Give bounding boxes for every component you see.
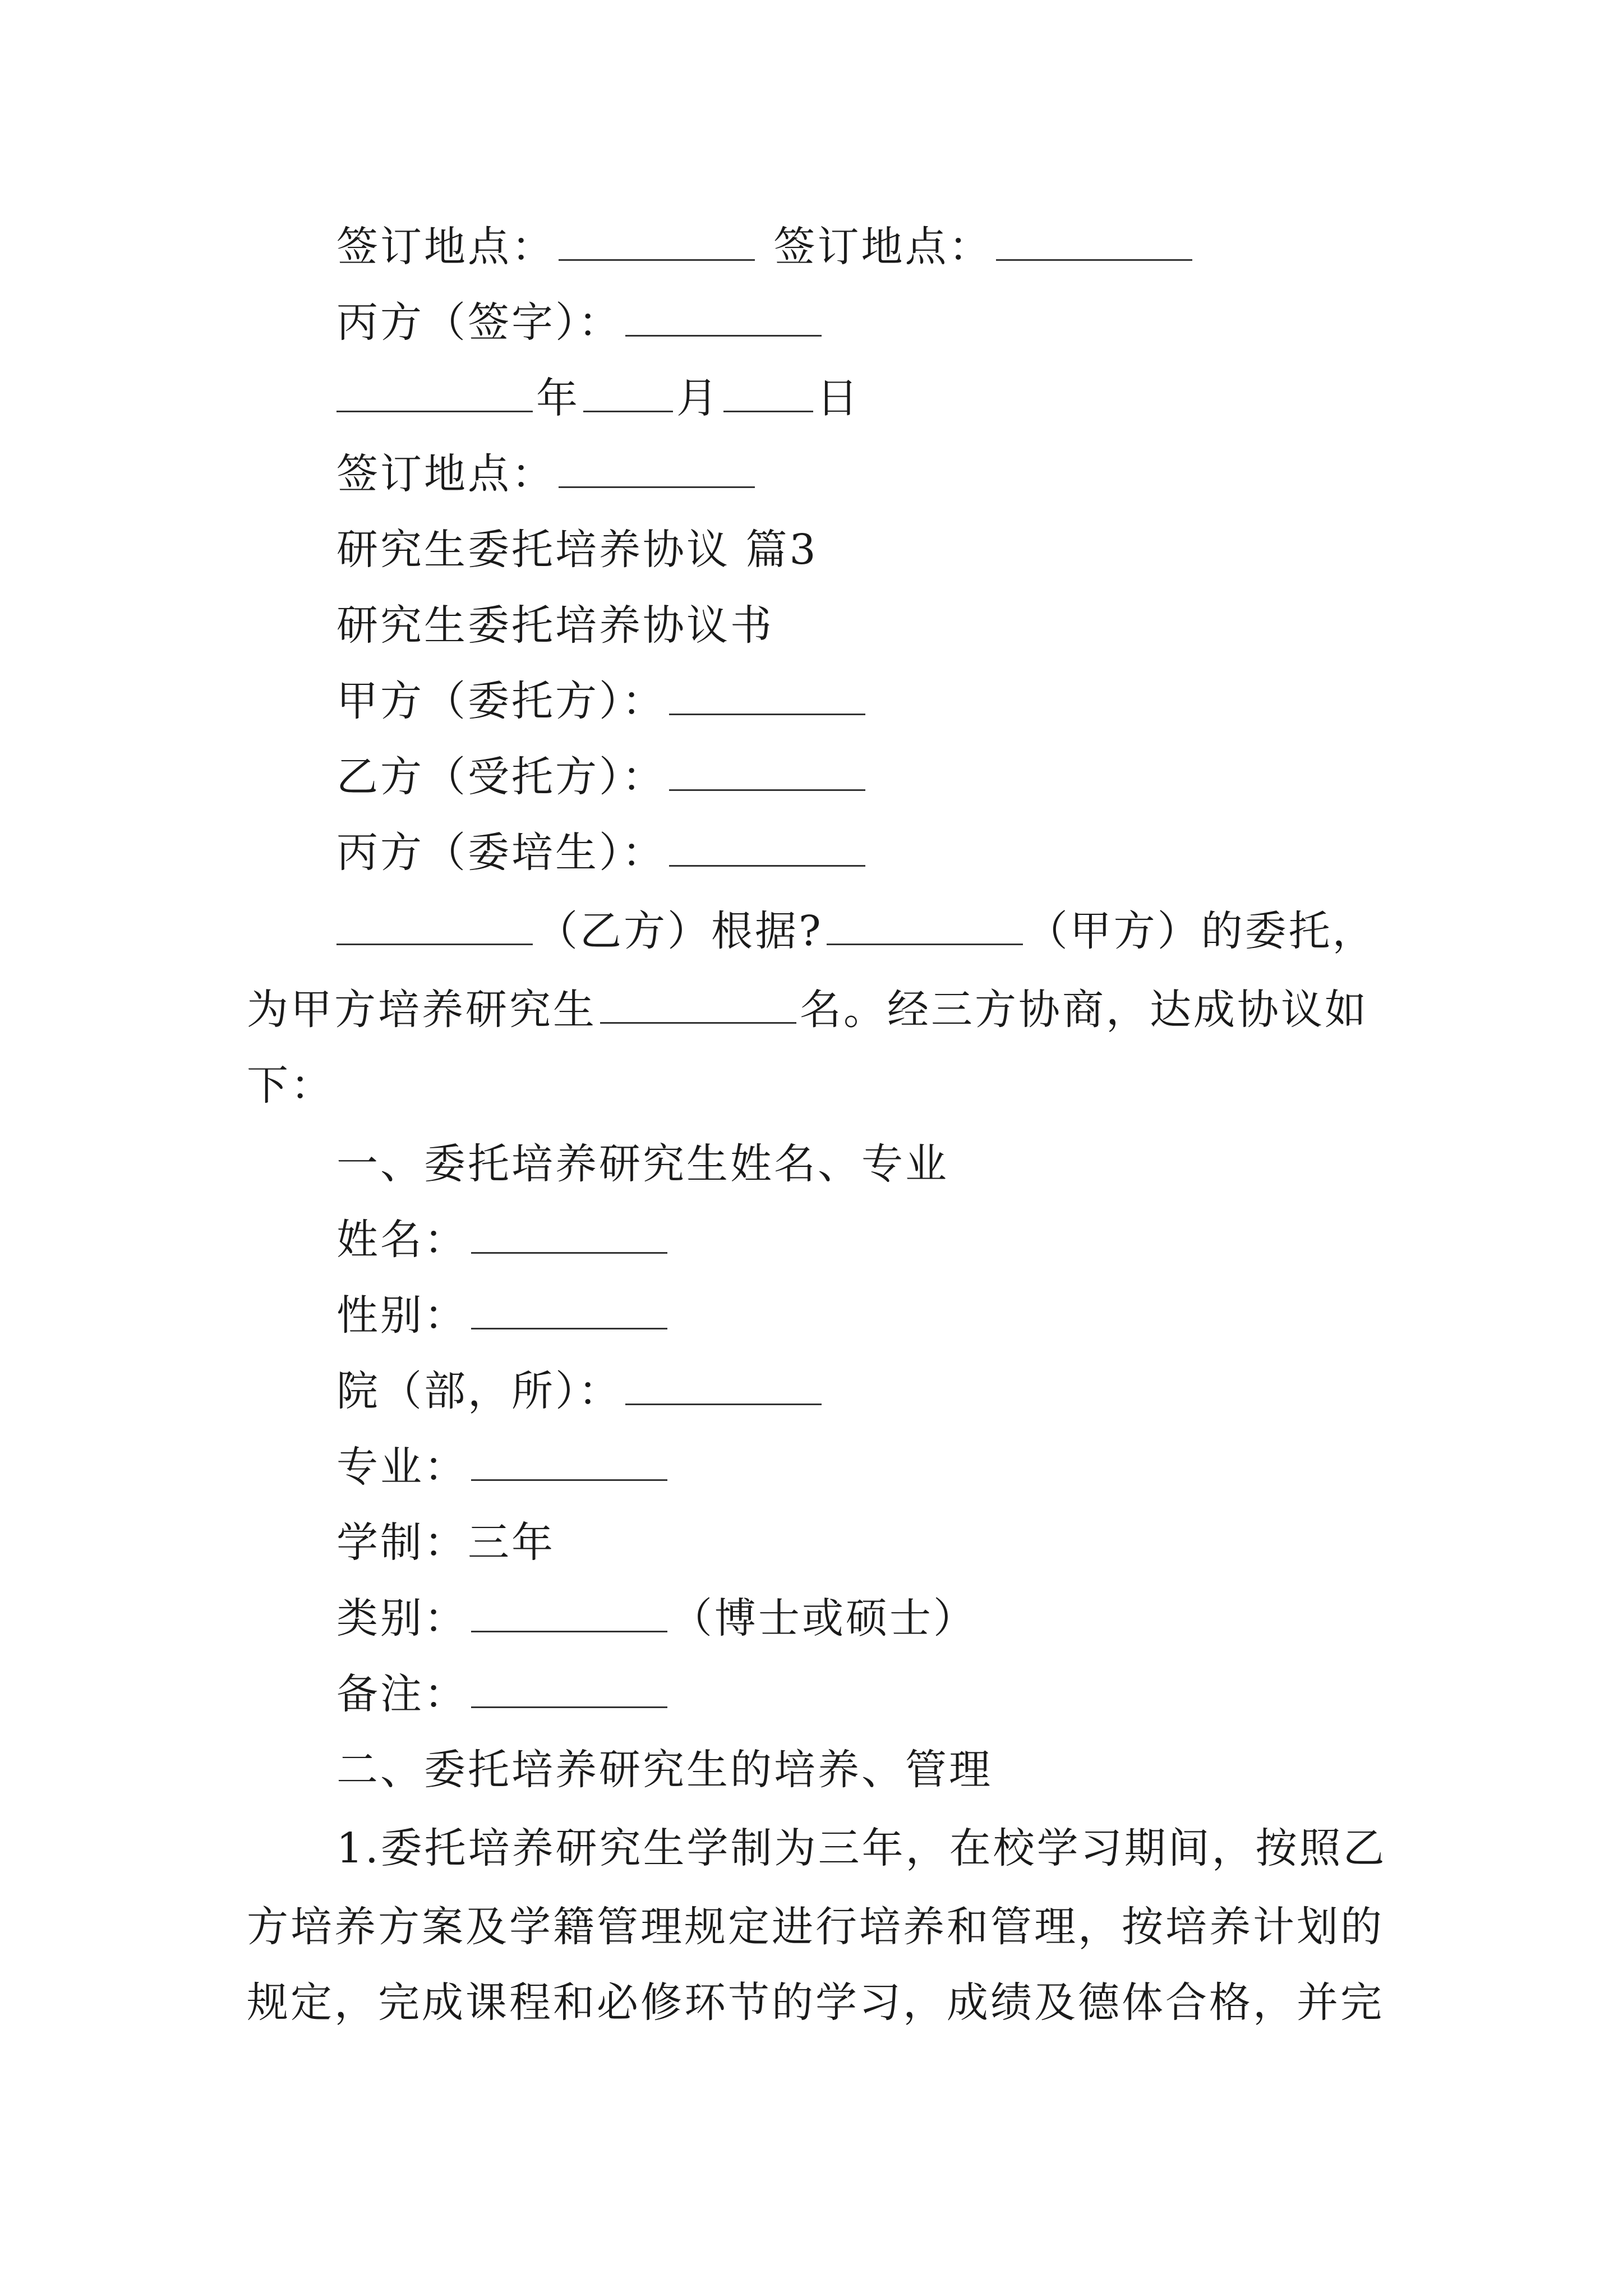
duration-line: 学制：三年 <box>336 1519 555 1567</box>
blank-field <box>471 1444 667 1481</box>
month-label: 月 <box>676 374 720 422</box>
section-1-heading: 一、委托培养研究生姓名、专业 <box>336 1140 949 1188</box>
category-line <box>336 1593 977 1644</box>
intro-text: 名。经三方协商，达成协议如 <box>800 986 1368 1034</box>
party-c-line <box>336 827 869 878</box>
department-label: 院（部，所）： <box>336 1367 622 1415</box>
name-label: 姓名： <box>336 1216 468 1264</box>
name-line <box>336 1214 671 1265</box>
party-c-sign-label: 丙方（签字）： <box>336 298 622 347</box>
sign-location-line-2 <box>336 449 758 499</box>
intro-paragraph-line-1 <box>336 906 1376 956</box>
remark-line <box>336 1669 671 1719</box>
blank-field <box>471 1217 667 1254</box>
document-title: 研究生委托培养协议书 <box>336 601 774 650</box>
blank-field <box>625 1369 822 1405</box>
major-line <box>336 1442 671 1492</box>
blank-field <box>471 1596 667 1632</box>
blank-field <box>583 376 673 412</box>
blank-field <box>996 224 1192 261</box>
blank-field <box>471 1293 667 1329</box>
major-label: 专业： <box>336 1443 468 1491</box>
category-label: 类别： <box>336 1594 468 1642</box>
blank-field <box>336 909 533 945</box>
blank-field <box>669 754 865 791</box>
blank-field <box>827 909 1023 945</box>
sign-location-label: 签订地点： <box>336 450 555 498</box>
party-b-label: 乙方（受托方）： <box>336 753 666 801</box>
blank-field <box>471 1672 667 1708</box>
blank-field <box>669 679 865 715</box>
date-line <box>336 373 860 424</box>
party-b-line <box>336 752 869 802</box>
intro-text: 为甲方培养研究生 <box>247 986 597 1034</box>
remark-label: 备注： <box>336 1670 468 1718</box>
party-a-line <box>336 676 869 726</box>
intro-paragraph-line-3: 下： <box>247 1061 334 1110</box>
year-label: 年 <box>536 374 580 422</box>
clause-1-line-1: 1.委托培养研究生学制为三年，在校学习期间，按照乙 <box>336 1824 1387 1872</box>
category-note: （博士或硕士） <box>671 1594 977 1642</box>
section-heading: 研究生委托培养协议 篇3 <box>336 526 818 574</box>
clause-1-line-3: 规定，完成课程和必修环节的学习，成绩及德体合格，并完 <box>247 1978 1384 2027</box>
gender-label: 性别： <box>336 1291 468 1340</box>
blank-field <box>559 224 755 261</box>
blank-field <box>625 300 822 337</box>
party-c-label: 丙方（委培生）： <box>336 829 666 877</box>
party-c-sign-line <box>336 297 825 348</box>
intro-text: （乙方）根据? <box>536 907 823 955</box>
clause-1-line-2: 方培养方案及学籍管理规定进行培养和管理，按培养计划的 <box>247 1903 1384 1951</box>
gender-line <box>336 1290 671 1341</box>
intro-paragraph-line-2 <box>247 984 1380 1035</box>
day-label: 日 <box>817 374 860 422</box>
section-2-heading: 二、委托培养研究生的培养、管理 <box>336 1746 993 1794</box>
blank-field <box>600 987 796 1024</box>
department-line <box>336 1366 825 1416</box>
sign-location-line-1 <box>336 222 1196 272</box>
intro-text: （甲方）的委托， <box>1026 907 1376 955</box>
blank-field <box>559 452 755 488</box>
sign-location-label: 签订地点： <box>773 223 993 271</box>
blank-field <box>723 376 813 412</box>
sign-location-label: 签订地点： <box>336 223 555 271</box>
blank-field <box>669 830 865 867</box>
blank-field <box>336 376 533 412</box>
party-a-label: 甲方（委托方）： <box>336 677 666 725</box>
